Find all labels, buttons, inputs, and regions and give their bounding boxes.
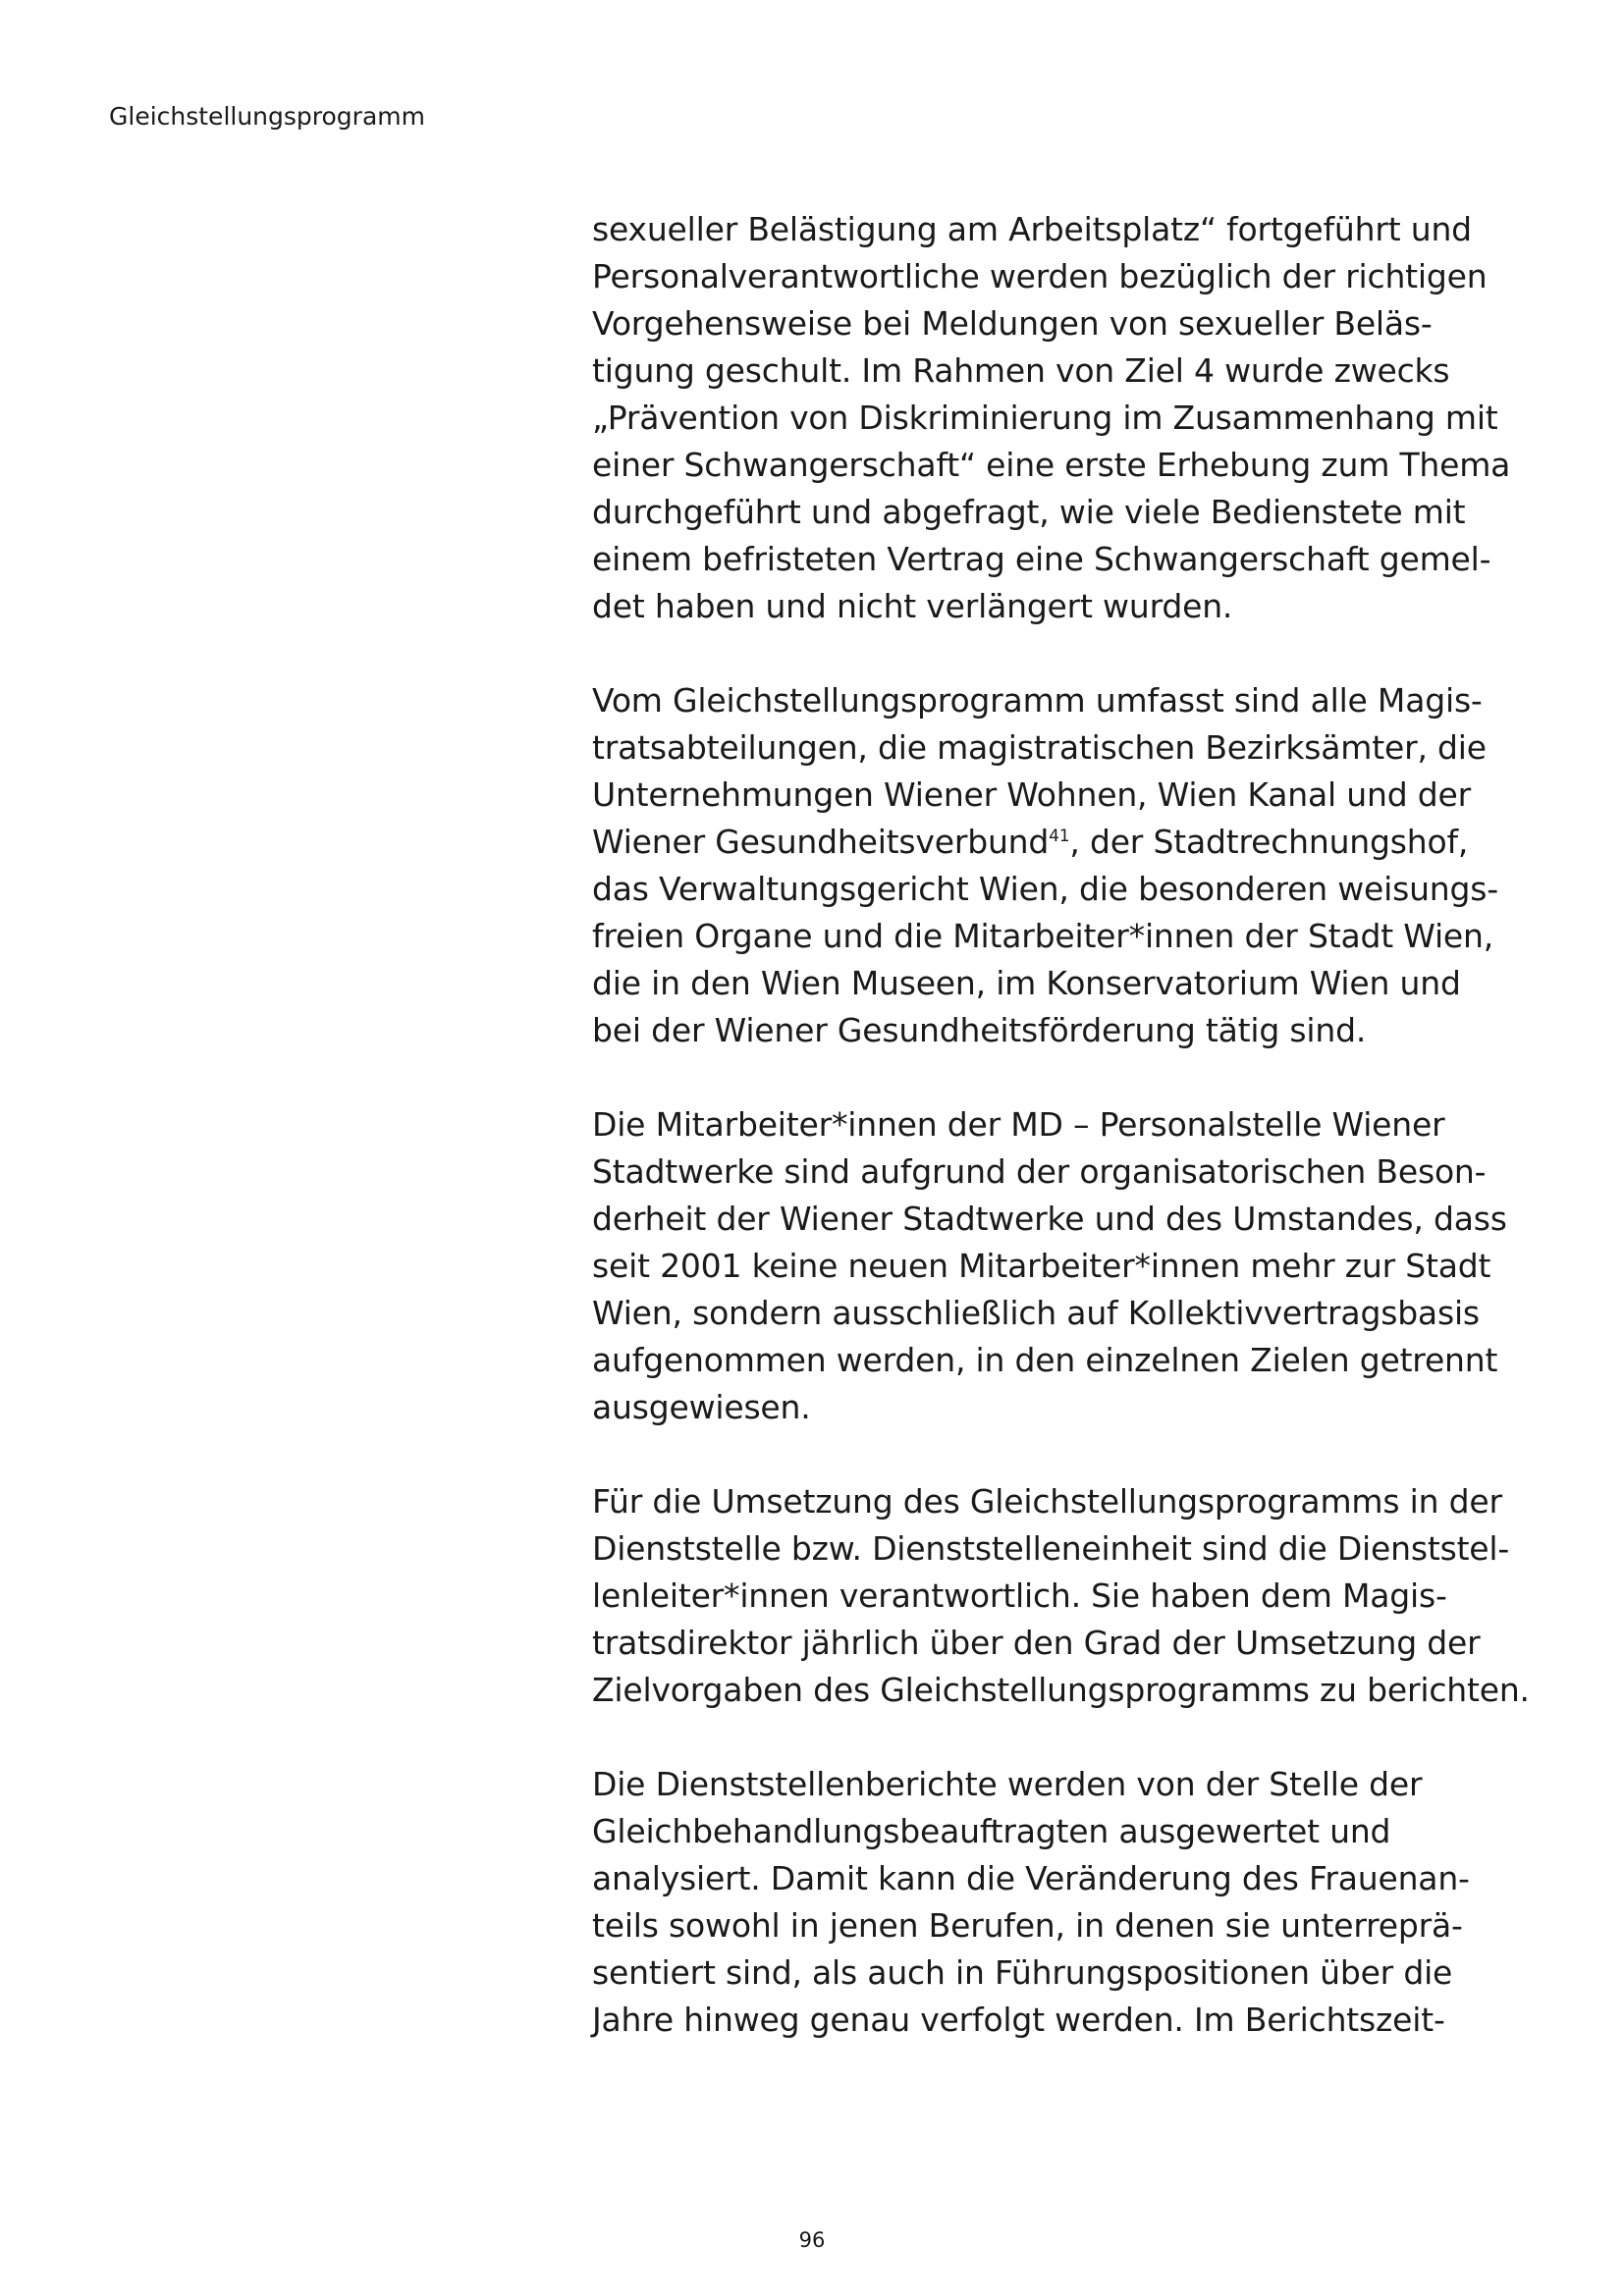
main-text-column (592, 206, 1530, 2091)
page-number: 96 (798, 2228, 826, 2252)
text-line: einem befristeten Vertrag eine Schwangerschaft gemel- (592, 540, 1491, 578)
text-fragment: Wiener Gesundheitsverbund (592, 823, 1050, 861)
text-line: teils sowohl in jenen Berufen, in denen sie unterreprä- (592, 1906, 1463, 1945)
text-line: die in den Wien Museen, im Konservatorium Wien und (592, 964, 1461, 1002)
text-line: Stadtwerke sind aufgrund der organisatorischen Beson- (592, 1152, 1487, 1191)
text-line: Für die Umsetzung des Gleichstellungsprogramms in der (592, 1482, 1502, 1521)
text-line: das Verwaltungsgericht Wien, die besonderen weisungs- (592, 870, 1498, 908)
text-line: seit 2001 keine neuen Mitarbeiter*innen mehr zur Stadt (592, 1247, 1491, 1285)
running-header: Gleichstellungsprogramm (109, 102, 425, 131)
text-line: Wien, sondern ausschließlich auf Kollektivvertragsbasis (592, 1294, 1480, 1332)
text-line: Personalverantwortliche werden bezüglich der richtigen (592, 257, 1488, 295)
text-line: Zielvorgaben des Gleichstellungsprogramms zu berichten. (592, 1671, 1530, 1709)
text-line: Vom Gleichstellungsprogramm umfasst sind alle Magis- (592, 681, 1483, 720)
text-line: sentiert sind, als auch in Führungspositionen über die (592, 1953, 1453, 1992)
paragraph-1 (592, 206, 1511, 630)
text-line: durchgeführt und abgefragt, wie viele Bedienstete mit (592, 493, 1466, 531)
text-line: sexueller Belästigung am Arbeitsplatz“ fortgeführt und (592, 210, 1472, 248)
paragraph-4 (592, 1478, 1530, 1714)
text-line: analysiert. Damit kann die Veränderung des Frauenan- (592, 1859, 1470, 1897)
text-line: Dienststelle bzw. Dienststelleneinheit sind die Dienststel- (592, 1529, 1510, 1568)
text-line: Unternehmungen Wiener Wohnen, Wien Kanal und der (592, 775, 1471, 814)
text-fragment: , der Stadtrechnungshof, (1069, 823, 1469, 861)
text-line: freien Organe und die Mitarbeiter*innen der Stadt Wien, (592, 917, 1494, 955)
text-line-with-footnote (592, 819, 1476, 866)
text-line: Jahre hinweg genau verfolgt werden. Im Berichtszeit- (592, 2001, 1445, 2039)
paragraph-2 (592, 677, 1498, 1054)
text-line: lenleiter*innen verantwortlich. Sie haben dem Magis- (592, 1576, 1447, 1615)
text-line: Gleichbehandlungsbeauftragten ausgewertet und (592, 1812, 1391, 1850)
text-line: tratsabteilungen, die magistratischen Bezirksämter, die (592, 728, 1487, 767)
paragraph-5 (592, 1761, 1476, 2044)
text-line: „Prävention von Diskriminierung im Zusammenhang mit (592, 399, 1498, 437)
text-line: tigung geschult. Im Rahmen von Ziel 4 wurde zwecks (592, 351, 1450, 390)
text-line: tratsdirektor jährlich über den Grad der Umsetzung der (592, 1624, 1481, 1662)
text-line: einer Schwangerschaft“ eine erste Erhebung zum Thema (592, 446, 1511, 484)
text-line: det haben und nicht verlängert wurden. (592, 587, 1233, 625)
footnote-reference[interactable]: 41 (1049, 827, 1070, 846)
text-line: bei der Wiener Gesundheitsförderung tätig sind. (592, 1011, 1367, 1049)
paragraph-3 (592, 1101, 1507, 1431)
text-line: ausgewiesen. (592, 1388, 811, 1426)
text-line: Die Mitarbeiter*innen der MD – Personalstelle Wiener (592, 1105, 1445, 1144)
text-line: aufgenommen werden, in den einzelnen Zielen getrennt (592, 1341, 1498, 1379)
text-line: derheit der Wiener Stadtwerke und des Umstandes, dass (592, 1200, 1507, 1238)
text-line: Die Dienststellenberichte werden von der Stelle der (592, 1765, 1423, 1803)
text-line: Vorgehensweise bei Meldungen von sexueller Beläs- (592, 304, 1433, 343)
